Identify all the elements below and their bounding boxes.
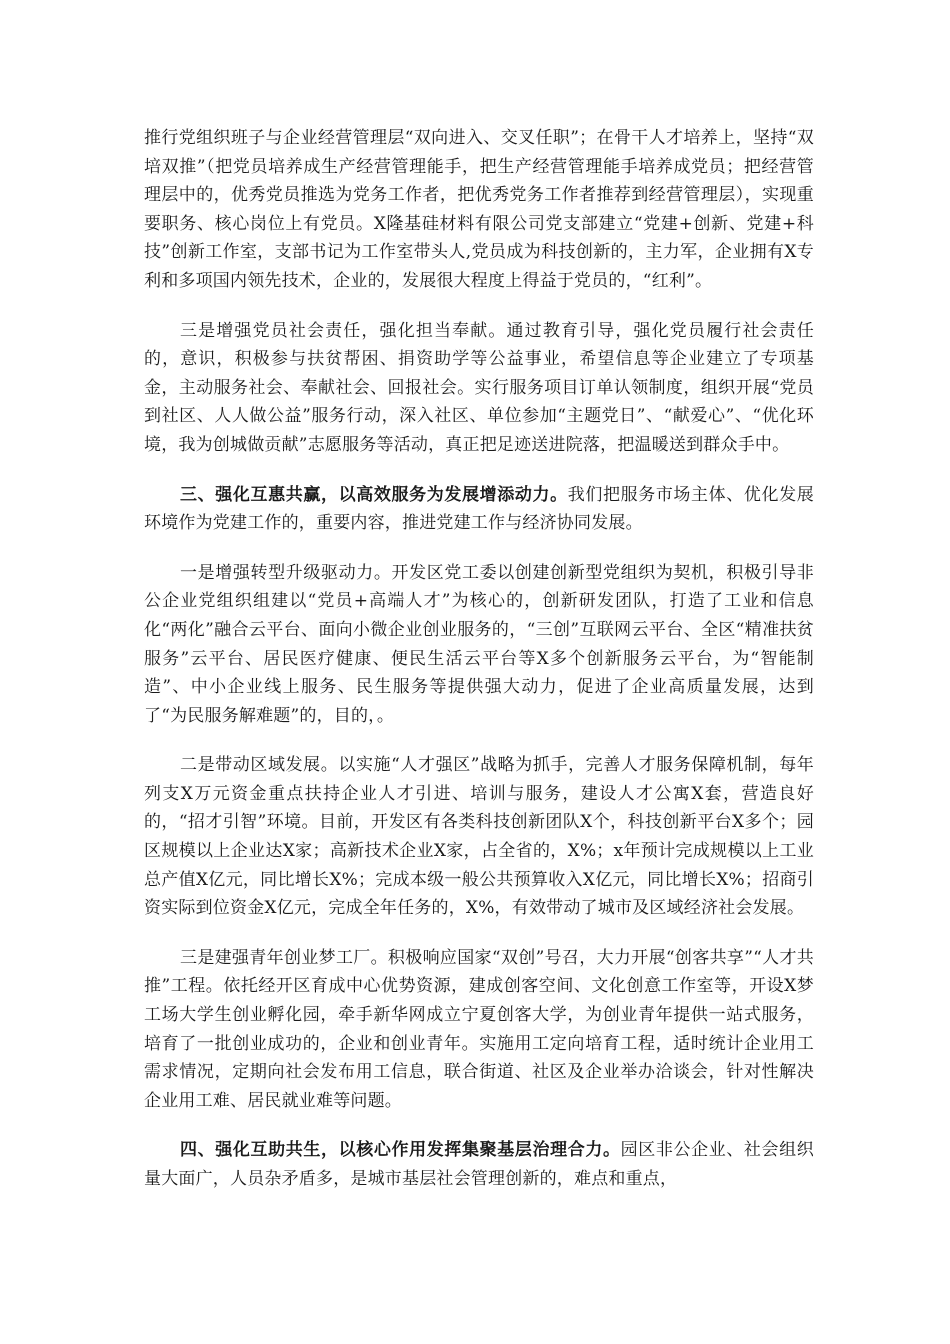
paragraph-4-text: 一是增强转型升级驱动力。开发区党工委以创建创新型党组织为契机，积极引导非公企业党组织组建以“党员+高端人才”为核心的，创新研发团队，打造了工业和信息化“两化”融合云平台、面向小微企业创业服务的，“三创”互联网云平台、全区“精准扶贫服务”云平台、居民医疗健康、便民生活云平台等X多个创新服务云平台，为“智能制造”、中小企业线上服务、民生服务等提供强大动力，促进了企业高质量发展，达到了“为民服务解难题”的，目的，。 <box>144 562 814 726</box>
paragraph-6-text: 三是建强青年创业梦工厂。积极响应国家“双创”号召，大力开展“创客共享”“人才共推”工程。依托经开区育成中心优势资源，建成创客空间、文化创意工作室等，开设X梦工场大学生创业孵化园，牵手新华网成立宁夏创客大学，为创业青年提供一站式服务，培育了一批创业成功的，企业和创业青年。实施用工定向培育工程，适时统计企业用工需求情况，定期向社会发布用工信息，联合街道、社区及企业举办洽谈会，针对性解决企业用工难、居民就业难等问题。 <box>144 947 814 1111</box>
paragraph-7-text: 园区非公企业、社会组织量大面广，人员杂矛盾多，是城市基层社会管理创新的，难点和重点， <box>144 1140 815 1189</box>
paragraph-2 <box>144 317 814 460</box>
paragraph-4 <box>144 559 814 731</box>
paragraph-3-text: 我们把服务市场主体、优化发展环境作为党建工作的，重要内容，推进党建工作与经济协同发展。 <box>144 484 814 534</box>
document-body <box>144 124 814 1215</box>
paragraph-1 <box>144 124 814 296</box>
paragraph-6 <box>144 944 814 1116</box>
section-heading-3: 三、强化互惠共赢，以高效服务为发展增添动力。 <box>180 484 568 505</box>
section-heading-4: 四、强化互助共生，以核心作用发挥集聚基层治理合力。 <box>180 1140 621 1161</box>
paragraph-7 <box>144 1136 814 1193</box>
paragraph-1-text: 推行党组织班子与企业经营管理层“双向进入、交叉任职”；在骨干人才培养上，坚持“双培双推”（把党员培养成生产经营管理能手，把生产经营管理能手培养成党员；把经营管理层中的，优秀党员推选为党务工作者，把优秀党务工作者推荐到经营管理层），实现重要职务、核心岗位上有党员。X隆基硅材料有限公司党支部建立“党建+创新、党建+科技”创新工作室，支部书记为工作室带头人,党员成为科技创新的，主力军，企业拥有X专利和多项国内领先技术，企业的，发展很大程度上得益于党员的，“红利”。 <box>144 128 814 291</box>
paragraph-5-text: 二是带动区域发展。以实施“人才强区”战略为抓手，完善人才服务保障机制，每年列支X万元资金重点扶持企业人才引进、培训与服务，建设人才公寓X套，营造良好的，“招才引智”环境。目前，开发区有各类科技创新团队X个，科技创新平台X多个；园区规模以上企业达X家；高新技术企业X家，占全省的，X%；x年预计完成规模以上工业总产值X亿元，同比增长X%；完成本级一般公共预算收入X亿元，同比增长X%；招商引资实际到位资金X亿元，完成全年任务的，X%，有效带动了城市及区域经济社会发展。 <box>144 755 814 919</box>
paragraph-5 <box>144 751 814 923</box>
paragraph-3 <box>144 481 814 538</box>
paragraph-2-text: 三是增强党员社会责任，强化担当奉献。通过教育引导，强化党员履行社会责任的，意识，积极参与扶贫帮困、捐资助学等公益事业，希望信息等企业建立了专项基金，主动服务社会、奉献社会、回报社会。实行服务项目订单认领制度，组织开展“党员到社区、人人做公益”服务行动，深入社区、单位参加“主题党日”、“献爱心”、“优化环境，我为创城做贡献”志愿服务等活动，真正把足迹送进院落，把温暖送到群众手中。 <box>144 320 814 455</box>
